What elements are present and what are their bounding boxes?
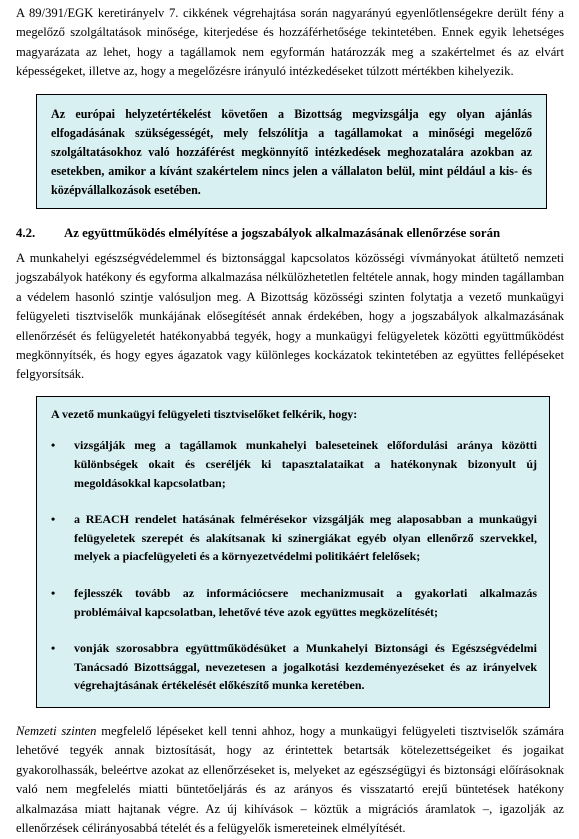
highlight-box-recommendation xyxy=(36,94,547,209)
highlight-box-text: Az európai helyzetértékelést követően a Bizottság megvizsgálja egy olyan ajánlás elfogadásának szükségességét, mely felszólítja a tagállamokat a minőségi megelőző szolgáltatásokhoz való hozzáférést megkönnyítő intézkedések meghozatalára azokban az esetekben, amikor a kívánt szakértelem nincs jelen a vállalaton belül, mint például a kis- és középvállalkozások esetében. xyxy=(51,106,532,197)
list-item-text: a REACH rendelet hatásának felmérésekor vizsgálják meg alaposabban a munkaügyi felügyeletek szerepét és alakítsanak ki szinergiákat egyéb olyan ellenőrző szervekkel, melyek a piacfelügyeleti és a környezetvédelmi politikáért felelősek; xyxy=(74,512,537,564)
section-body-paragraph: A munkahelyi egészségvédelemmel és biztonsággal kapcsolatos közösségi vívmányokat átültető nemzeti jogszabályok hatékony és egyforma alkalmazása nélkülözhetetlen feltétele annak, hogy minden tagállamban a védelem hasonló szintje valósuljon meg. A Bizottság közösségi szinten folytatja a vezető munkaügyi felügyeleti tisztviselők munkájának elősegítését annak érdekében, hogy a jogszabályok alkalmazásának ellenőrzését és felügyeletét hatékonyabbá tegyék, hogy a munkaügyi felügyeletek közötti együttműködést megkönnyítsék, és hogy egyes ágazatok vagy különleges kockázatok tekintetében az együttes fellépéseket felgyorsítsák. xyxy=(16,251,564,382)
highlight-box-title: A vezető munkaügyi felügyeleti tisztviselőket felkérik, hogy: xyxy=(51,406,358,421)
bullet-icon: • xyxy=(51,512,56,527)
bullet-icon: • xyxy=(51,641,56,656)
closing-lead: Nemzeti szinten xyxy=(16,724,97,738)
closing-paragraph xyxy=(16,722,564,838)
bullet-icon: • xyxy=(51,438,56,453)
list-item xyxy=(51,436,537,492)
section-heading xyxy=(16,224,564,243)
list-item xyxy=(51,510,537,566)
list-item xyxy=(51,639,537,695)
bullet-icon: • xyxy=(51,586,56,601)
closing-text: megfelelő lépéseket kell tenni ahhoz, hogy a munkaügyi felügyeleti tisztviselők számára lehetővé tegyék annak biztosítását, hogy az érintettek betartsák kötelezettségeiket és jogaikat gyakorolhassák, beleértve azokat az ellenőrzéseket is, melyeket az egészségügyi és biztonsági előírásoknak való nem megfelelés miatti büntetőeljárás és az arányos és visszatartó erejű büntetések hatékony alkalmazása miatt hajtanak végre. Az új kihívások – köztük a migrációs áramlatok –, igazolják az ellenőrzések célirányosabbá tételét és a felügyelők ismereteinek elmélyítését. xyxy=(16,724,564,836)
list-item-text: fejlesszék tovább az információcsere mechanizmusait a gyakorlati alkalmazás problémáival kapcsolatban, lehetővé téve azok együttes megközelítését; xyxy=(74,586,537,619)
bullet-list xyxy=(51,436,537,695)
list-item xyxy=(51,584,537,621)
intro-paragraph: A 89/391/EGK keretirányelv 7. cikkének végrehajtása során nagyarányú egyenlőtlenségekre derült fény a megelőző szolgáltatások minősége, kiterjedése és hozzáférhetősége tekintetében. Ennek egyik lehetséges magyarázata az lehet, hogy a tagállamok nem egyformán határozzák meg a szakértelmet és az elvárt képességeket, illetve az, hogy a megelőzésre irányuló intézkedéseket túlzott mértékben kihelyezik. xyxy=(16,6,564,79)
section-title: Az együttműködés elmélyítése a jogszabályok alkalmazásának ellenőrzése során xyxy=(64,225,501,240)
highlight-box-inspectors xyxy=(36,396,550,708)
list-item-text: vonják szorosabbra együttműködésüket a Munkahelyi Biztonsági és Egészségvédelmi Tanácsadó Bizottsággal, nevezetesen a jogalkotási kezdeményezéseket és az irányelvek végrehajtásának értékelését előkészítő munka keretében. xyxy=(74,641,537,693)
document-page xyxy=(16,4,564,838)
list-item-text: vizsgálják meg a tagállamok munkahelyi baleseteinek előfordulási aránya közötti különbségek okait és cseréljék ki tapasztalataikat a hatékonynak bizonyult új megoldásokkal kapcsolatban; xyxy=(74,438,537,490)
section-number: 4.2. xyxy=(16,225,36,240)
